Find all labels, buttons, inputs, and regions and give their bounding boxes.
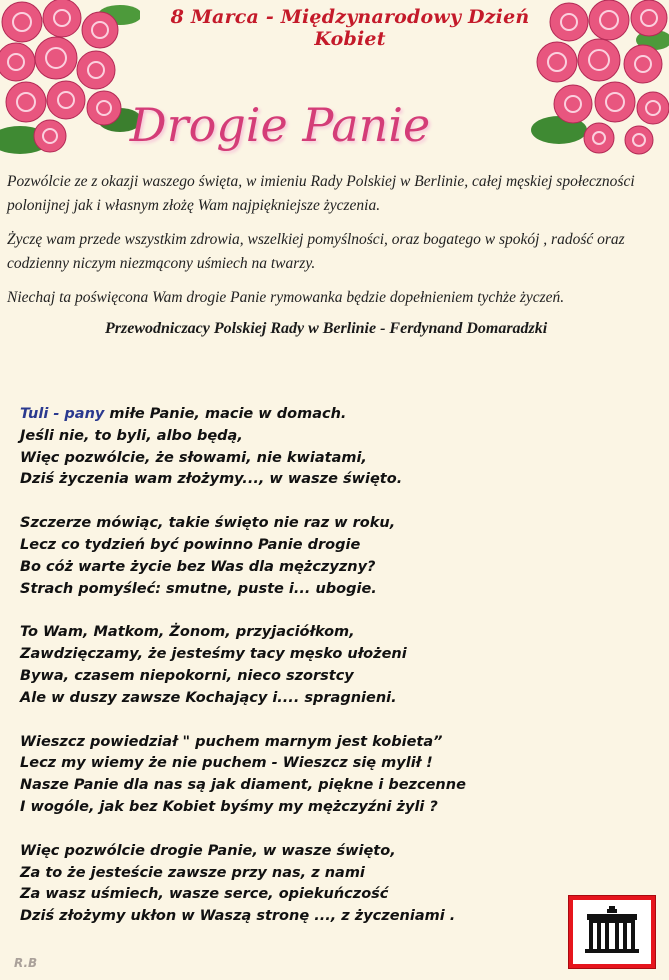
poem-stanza: [20, 841, 560, 928]
poem-line: Dziś życzenia wam złożymy..., w wasze święto.: [20, 471, 403, 488]
poem-line: Nasze Panie dla nas są jak diament, piękne i bezcenne: [20, 777, 466, 794]
poem-line: [20, 404, 560, 426]
header-title: 8 Marca - Międzynarodowy Dzień Kobiet: [170, 6, 530, 50]
poem-line: Ale w duszy zawsze Kochający i.... spragnieni.: [20, 689, 397, 706]
signature: Przewodniczacy Polskiej Rady w Berlinie - Ferdynand Domaradzki: [105, 320, 548, 337]
poem-line: Dziś złożymy ukłon w Waszą stronę ..., z życzeniami .: [20, 908, 456, 925]
poem-line: Zawdzięczamy, że jesteśmy tacy męsko ułożeni: [20, 646, 407, 663]
intro-paragraph: Pozwólcie ze z okazji waszego święta, w imieniu Rady Polskiej w Berlinie, całej męskiej społeczności polonijnej jak i własnym złożę Wam najpiękniejsze życzenia.: [7, 173, 635, 214]
intro-paragraph: Niechaj ta poświęcona Wam drogie Panie rymowanka będzie dopełnieniem tychże życzeń.: [7, 289, 565, 306]
poem-line: Więc pozwólcie drogie Panie, w wasze święto,: [20, 842, 396, 859]
poem-stanza: [20, 404, 560, 491]
poem-stanza: [20, 732, 560, 819]
poem-first-word: Tuli - pany: [20, 406, 105, 422]
brandenburg-gate-flag-icon: [568, 895, 656, 969]
poem-line: Więc pozwólcie, że słowami, nie kwiatami,: [20, 449, 367, 466]
poem-line: Lecz my wiemy że nie puchem - Wieszcz się mylił !: [20, 755, 433, 772]
poem-line: Bo cóż warte życie bez Was dla mężczyzny?: [20, 558, 376, 575]
poem-line: Wieszcz powiedział " puchem marnym jest kobieta”: [20, 733, 443, 750]
poem-line: I wogóle, jak bez Kobiet byśmy my mężczyźni żyli ?: [20, 798, 438, 815]
poem-line-rest: miłe Panie, macie w domach.: [104, 406, 347, 422]
intro-paragraph: Życzę wam przede wszystkim zdrowia, wszelkiej pomyślności, oraz bogatego w spokój , radość oraz codzienny niczym niezmącony uśmiech na twarzy.: [7, 231, 625, 272]
poem-line: Bywa, czasem niepokorni, nieco szorstcy: [20, 667, 354, 684]
poem-line: Jeśli nie, to byli, albo będą,: [20, 427, 243, 444]
poem-line: Za to że jesteście zawsze przy nas, z nami: [20, 864, 365, 881]
author-initials: R.B: [14, 956, 38, 970]
poem-stanza: [20, 622, 560, 709]
poem-stanza: [20, 513, 560, 600]
poem-line: Za wasz uśmiech, wasze serce, opiekuńczość: [20, 886, 389, 903]
intro-text: [7, 170, 657, 320]
poem-line: To Wam, Matkom, Żonom, przyjaciółkom,: [20, 624, 355, 641]
poem-line: Szczerze mówiąc, takie święto nie raz w roku,: [20, 515, 396, 532]
poem-line: Strach pomyśleć: smutne, puste i... ubogie.: [20, 580, 377, 597]
brandenburg-gate-icon: [569, 896, 655, 968]
page-title: Drogie Panie: [129, 98, 431, 152]
poem: [20, 404, 560, 950]
poem-line: Lecz co tydzień być powinno Panie drogie: [20, 536, 361, 553]
